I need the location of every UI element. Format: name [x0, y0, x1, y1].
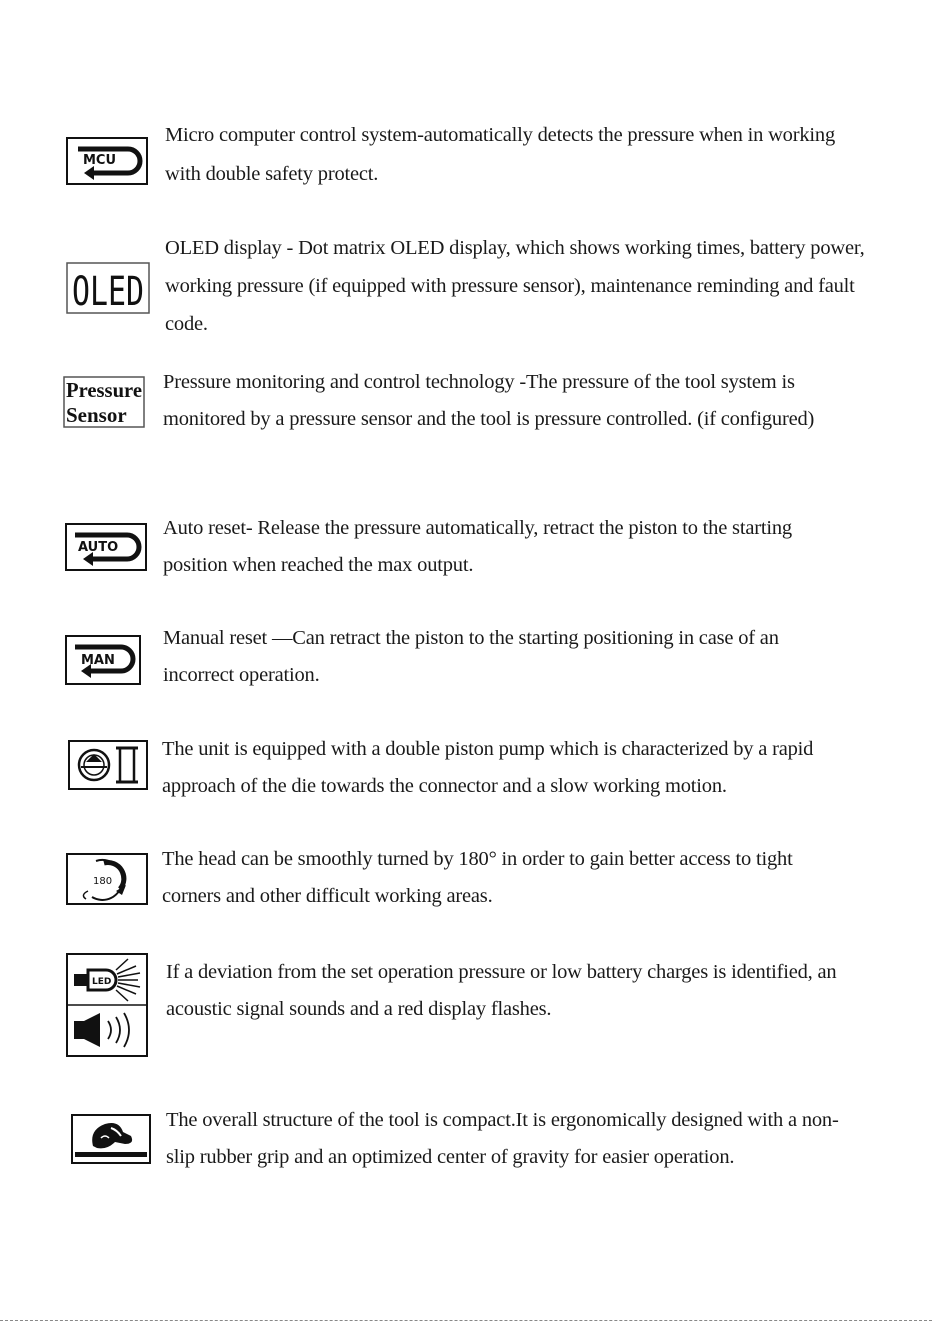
- manual-reset-icon: [65, 635, 141, 685]
- feature-description: Manual reset —Can retract the piston to the starting positioning in case of an incorrect operation.: [163, 627, 779, 686]
- feature-description: OLED display - Dot matrix OLED display, which shows working times, battery power, working pressure (if equipped with pressure sensor), maintenance reminding and fault code.: [165, 237, 865, 335]
- feature-description: Micro computer control system-automatically detects the pressure when in working with double safety protect.: [165, 124, 835, 185]
- feature-description: If a deviation from the set operation pressure or low battery charges is identified, an acoustic signal sounds and a red display flashes.: [166, 961, 837, 1020]
- svg-text:Pressure: Pressure: [66, 378, 142, 402]
- svg-text:Sensor: Sensor: [66, 403, 127, 427]
- page-bottom-border: [0, 1320, 932, 1321]
- svg-text:LED: LED: [92, 977, 112, 987]
- double-piston-pump-icon: [68, 740, 148, 790]
- svg-text:AUTO: AUTO: [78, 540, 119, 555]
- led-alarm-icon: [66, 953, 148, 1057]
- pressure-sensor-icon: [63, 376, 145, 428]
- feature-description: The overall structure of the tool is compact.It is ergonomically designed with a non-slip rubber grip and an optimized center of gravity for easier operation.: [166, 1109, 839, 1168]
- mcu-icon: [66, 137, 148, 185]
- feature-description: The head can be smoothly turned by 180° in order to gain better access to tight corners and other difficult working areas.: [162, 848, 793, 907]
- svg-text:MCU: MCU: [83, 153, 117, 168]
- ergonomic-grip-icon: [71, 1114, 151, 1164]
- feature-description: Auto reset- Release the pressure automatically, retract the piston to the starting position when reached the max output.: [163, 517, 792, 576]
- feature-description: Pressure monitoring and control technology -The pressure of the tool system is monitored by a pressure sensor and the tool is pressure controlled. (if configured): [163, 371, 815, 430]
- svg-text:MAN: MAN: [81, 653, 115, 668]
- rotate-180-icon: [66, 853, 148, 905]
- feature-description: The unit is equipped with a double piston pump which is characterized by a rapid approach of the die towards the connector and a slow working motion.: [162, 738, 814, 797]
- svg-text:OLED: OLED: [72, 269, 144, 315]
- oled-icon: [66, 262, 150, 314]
- auto-reset-icon: [65, 523, 147, 571]
- svg-text:180: 180: [93, 876, 113, 887]
